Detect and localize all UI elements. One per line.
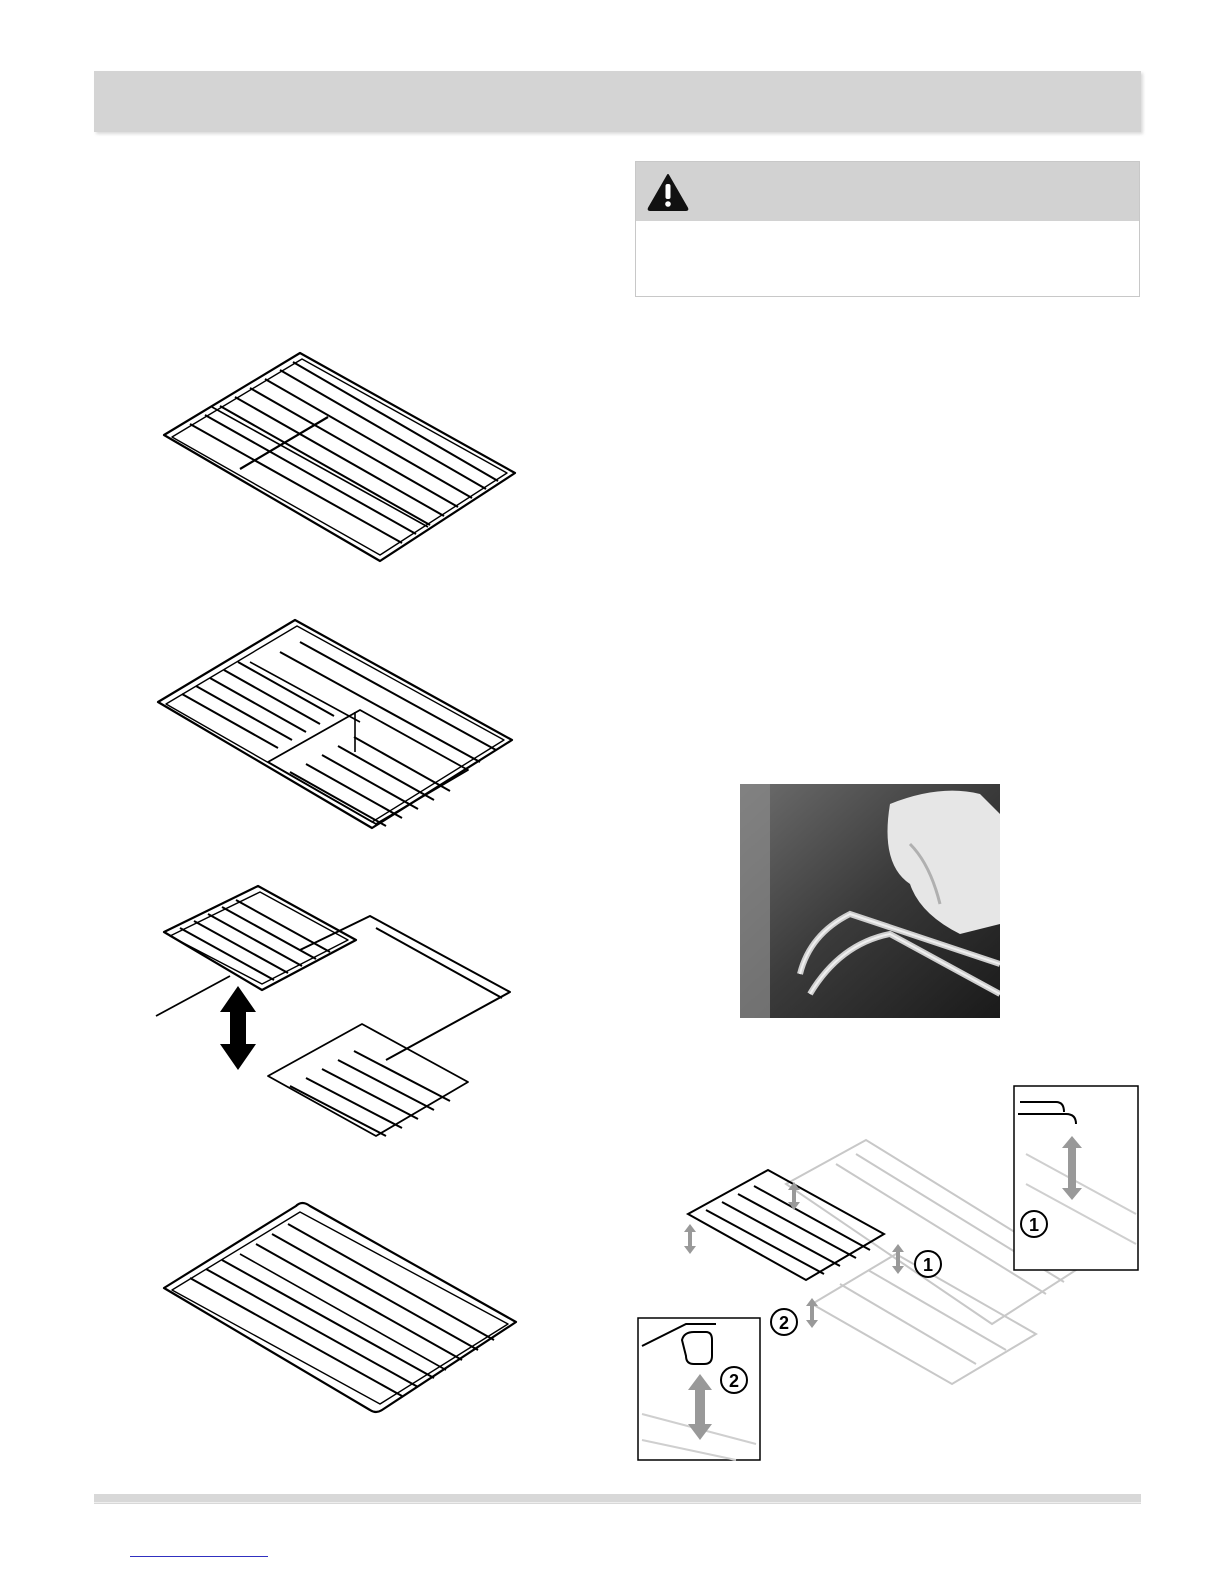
step-2-label: 2 [778,1313,790,1333]
detail-2-label: 2 [728,1371,740,1391]
flat-rack-figure [150,345,530,570]
split-rack-insert-figure [150,880,530,1150]
offset-rack-figure [150,1192,530,1417]
footer-rule-line [94,1502,1141,1503]
page-header-bar [94,71,1141,132]
split-rack-figure [150,612,530,837]
warning-triangle-icon [646,172,690,212]
step-1-label: 1 [922,1255,934,1275]
detail-1-label: 1 [1028,1215,1040,1235]
insert-steps-diagram [636,1084,1141,1464]
split-rack-insert-raised-icon [150,880,530,1150]
footer-link-underline[interactable] [130,1556,268,1557]
warning-body [636,221,1139,241]
up-down-arrow-icon [220,986,256,1070]
offset-oven-rack-icon [150,1192,530,1417]
warning-box [635,161,1140,297]
split-oven-rack-icon [150,612,530,837]
hand-removing-rack-insert-photo-icon [740,784,1000,1018]
insert-replacement-steps-icon [636,1084,1141,1464]
hand-removing-insert-photo [740,784,1000,1018]
flat-oven-rack-icon [150,345,530,570]
warning-header [636,162,1139,221]
